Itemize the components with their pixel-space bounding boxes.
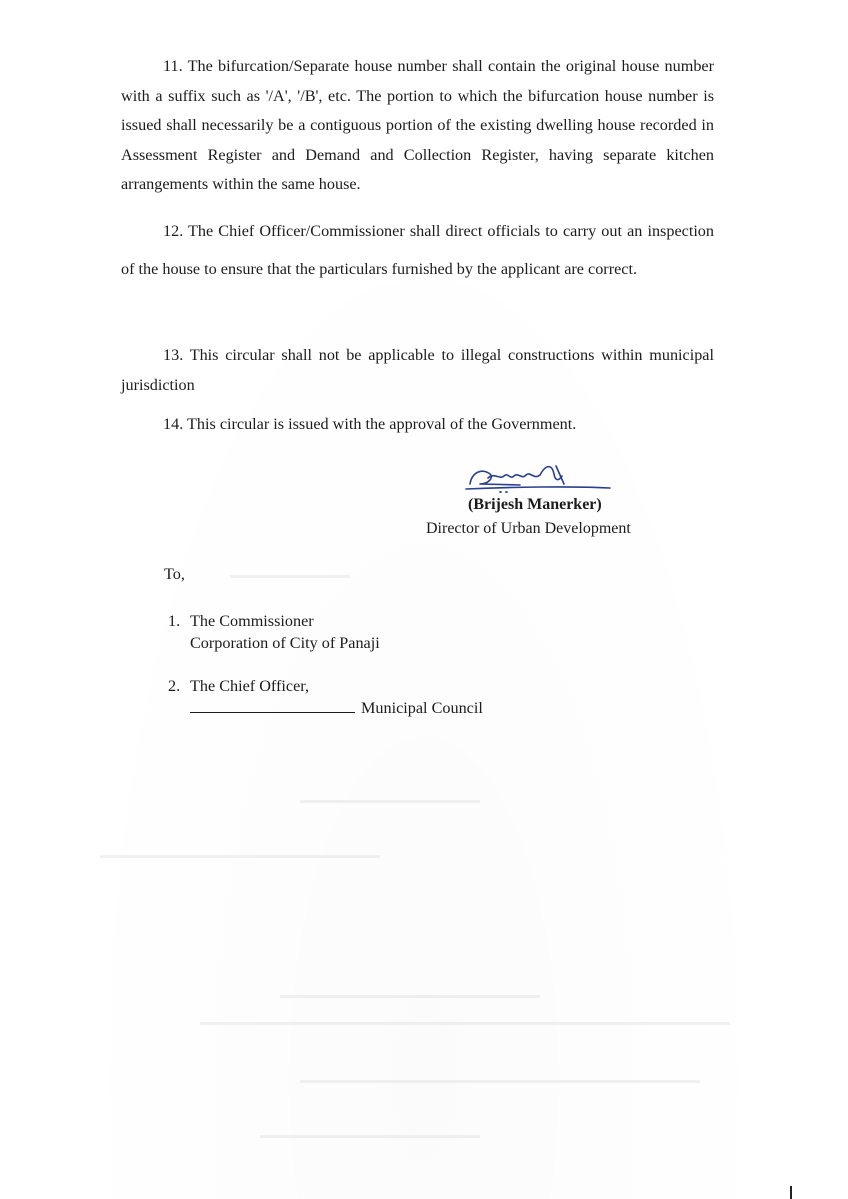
paragraph-11 [121,52,714,200]
recipient-line2: Municipal Council [361,699,483,717]
blank-fill-line [190,698,355,713]
recipients-label: To, [164,565,185,583]
recipient-line1: The Commissioner [190,612,314,630]
signatory-designation: Director of Urban Development [426,520,631,537]
recipient-item [168,610,380,654]
recipient-line1: The Chief Officer, [190,677,310,695]
paragraph-12-text: 12. The Chief Officer/Commissioner shall direct officials to carry out an inspection of the house to ensure that the particulars furnished by the applicant are correct. [121,222,714,278]
recipient-item [168,675,483,719]
paragraph-13-text: 13. This circular shall not be applicable to illegal constructions within municipal jurisdiction [121,346,714,394]
recipient-number: 2. [168,677,181,695]
paragraph-11-text: 11. The bifurcation/Separate house number shall contain the original house number with a suffix such as '/A', '/B', etc. The portion to which the bifurcation house number is issued shall necessarily be a contiguous portion of the existing dwelling house recorded in Assessment Register and Demand and Collection Register, having separate kitchen arrangements within the same house. [121,57,714,193]
recipient-number: 1. [168,612,181,630]
paragraph-14 [121,410,714,440]
paragraph-14-text: 14. This circular is issued with the approval of the Government. [163,415,577,433]
paragraph-12 [121,212,714,288]
signature-image [460,458,620,498]
signatory-name: (Brijesh Manerker) [468,496,602,513]
edge-mark [790,1186,792,1199]
recipient-line2: Corporation of City of Panaji [190,634,380,652]
paragraph-13 [121,341,714,400]
